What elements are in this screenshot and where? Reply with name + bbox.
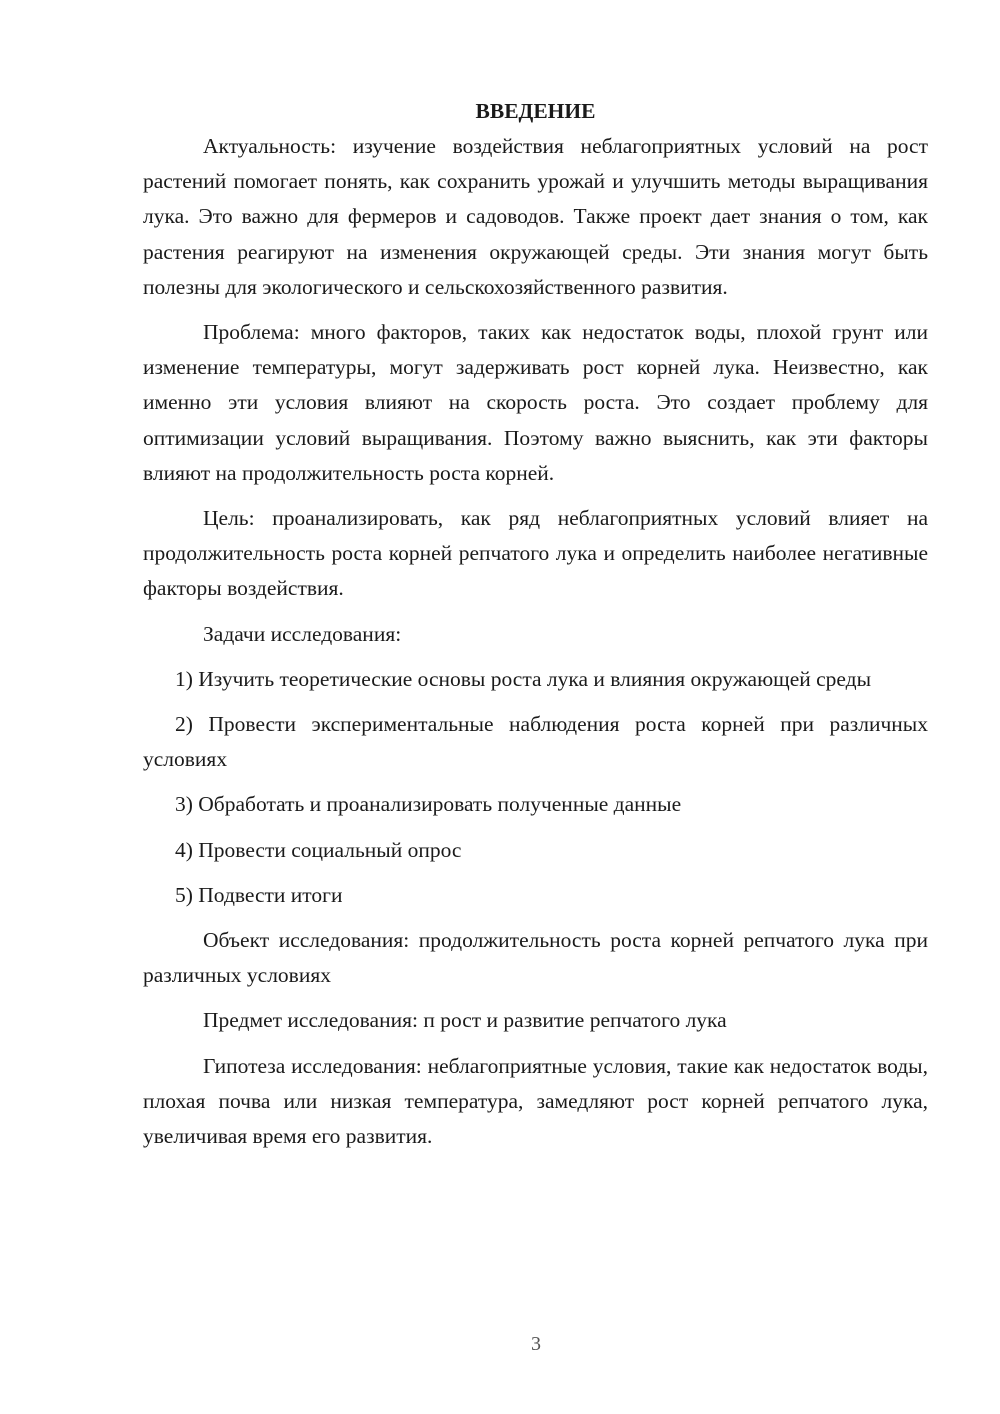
problem-paragraph: Проблема: много факторов, таких как недостаток воды, плохой грунт или изменение температуры, могут задерживать рост корней лука. Неизвестно, как именно эти условия влияют на скорость роста. Это создает проблему для оптимизации условий выращивания. Поэтому важно выяснить, как эти факторы влияют на продолжительность роста корней. xyxy=(143,320,928,485)
page-number: 3 xyxy=(531,1333,541,1355)
task-item-1: 1) Изучить теоретические основы роста лука и влияния окружающей среды xyxy=(175,666,872,691)
subject-paragraph: Предмет исследования: п рост и развитие репчатого лука xyxy=(203,1008,727,1033)
goal-paragraph: Цель: проанализировать, как ряд неблагоприятных условий влияет на продолжительность роста корней репчатого лука и определить наиболее негативные факторы воздействия. xyxy=(143,506,928,601)
task-item-5: 5) Подвести итоги xyxy=(175,882,343,907)
task-item-2: 2) Провести экспериментальные наблюдения роста корней при различных условиях xyxy=(143,712,928,772)
tasks-title: Задачи исследования: xyxy=(203,621,402,646)
hypothesis-paragraph: Гипотеза исследования: неблагоприятные условия, такие как недостаток воды, плохая почва или низкая температура, замедляют рост корней репчатого лука, увеличивая время его развития. xyxy=(143,1053,928,1149)
task-item-4: 4) Провести социальный опрос xyxy=(175,837,462,862)
object-paragraph: Объект исследования: продолжительность роста корней репчатого лука при различных условиях xyxy=(143,928,928,988)
document-page xyxy=(143,94,928,1164)
relevance-paragraph: Актуальность: изучение воздействия неблагоприятных условий на рост растений помогает понять, как сохранить урожай и улучшить методы выращивания лука. Это важно для фермеров и садоводов. Также проект дает знания о том, как растения реагируют на изменения окружающей среды. Эти знания могут быть полезны для экологического и сельскохозяйственного развития. xyxy=(143,134,928,299)
section-heading: ВВЕДЕНИЕ xyxy=(475,99,596,123)
task-item-3: 3) Обработать и проанализировать полученные данные xyxy=(175,792,682,817)
